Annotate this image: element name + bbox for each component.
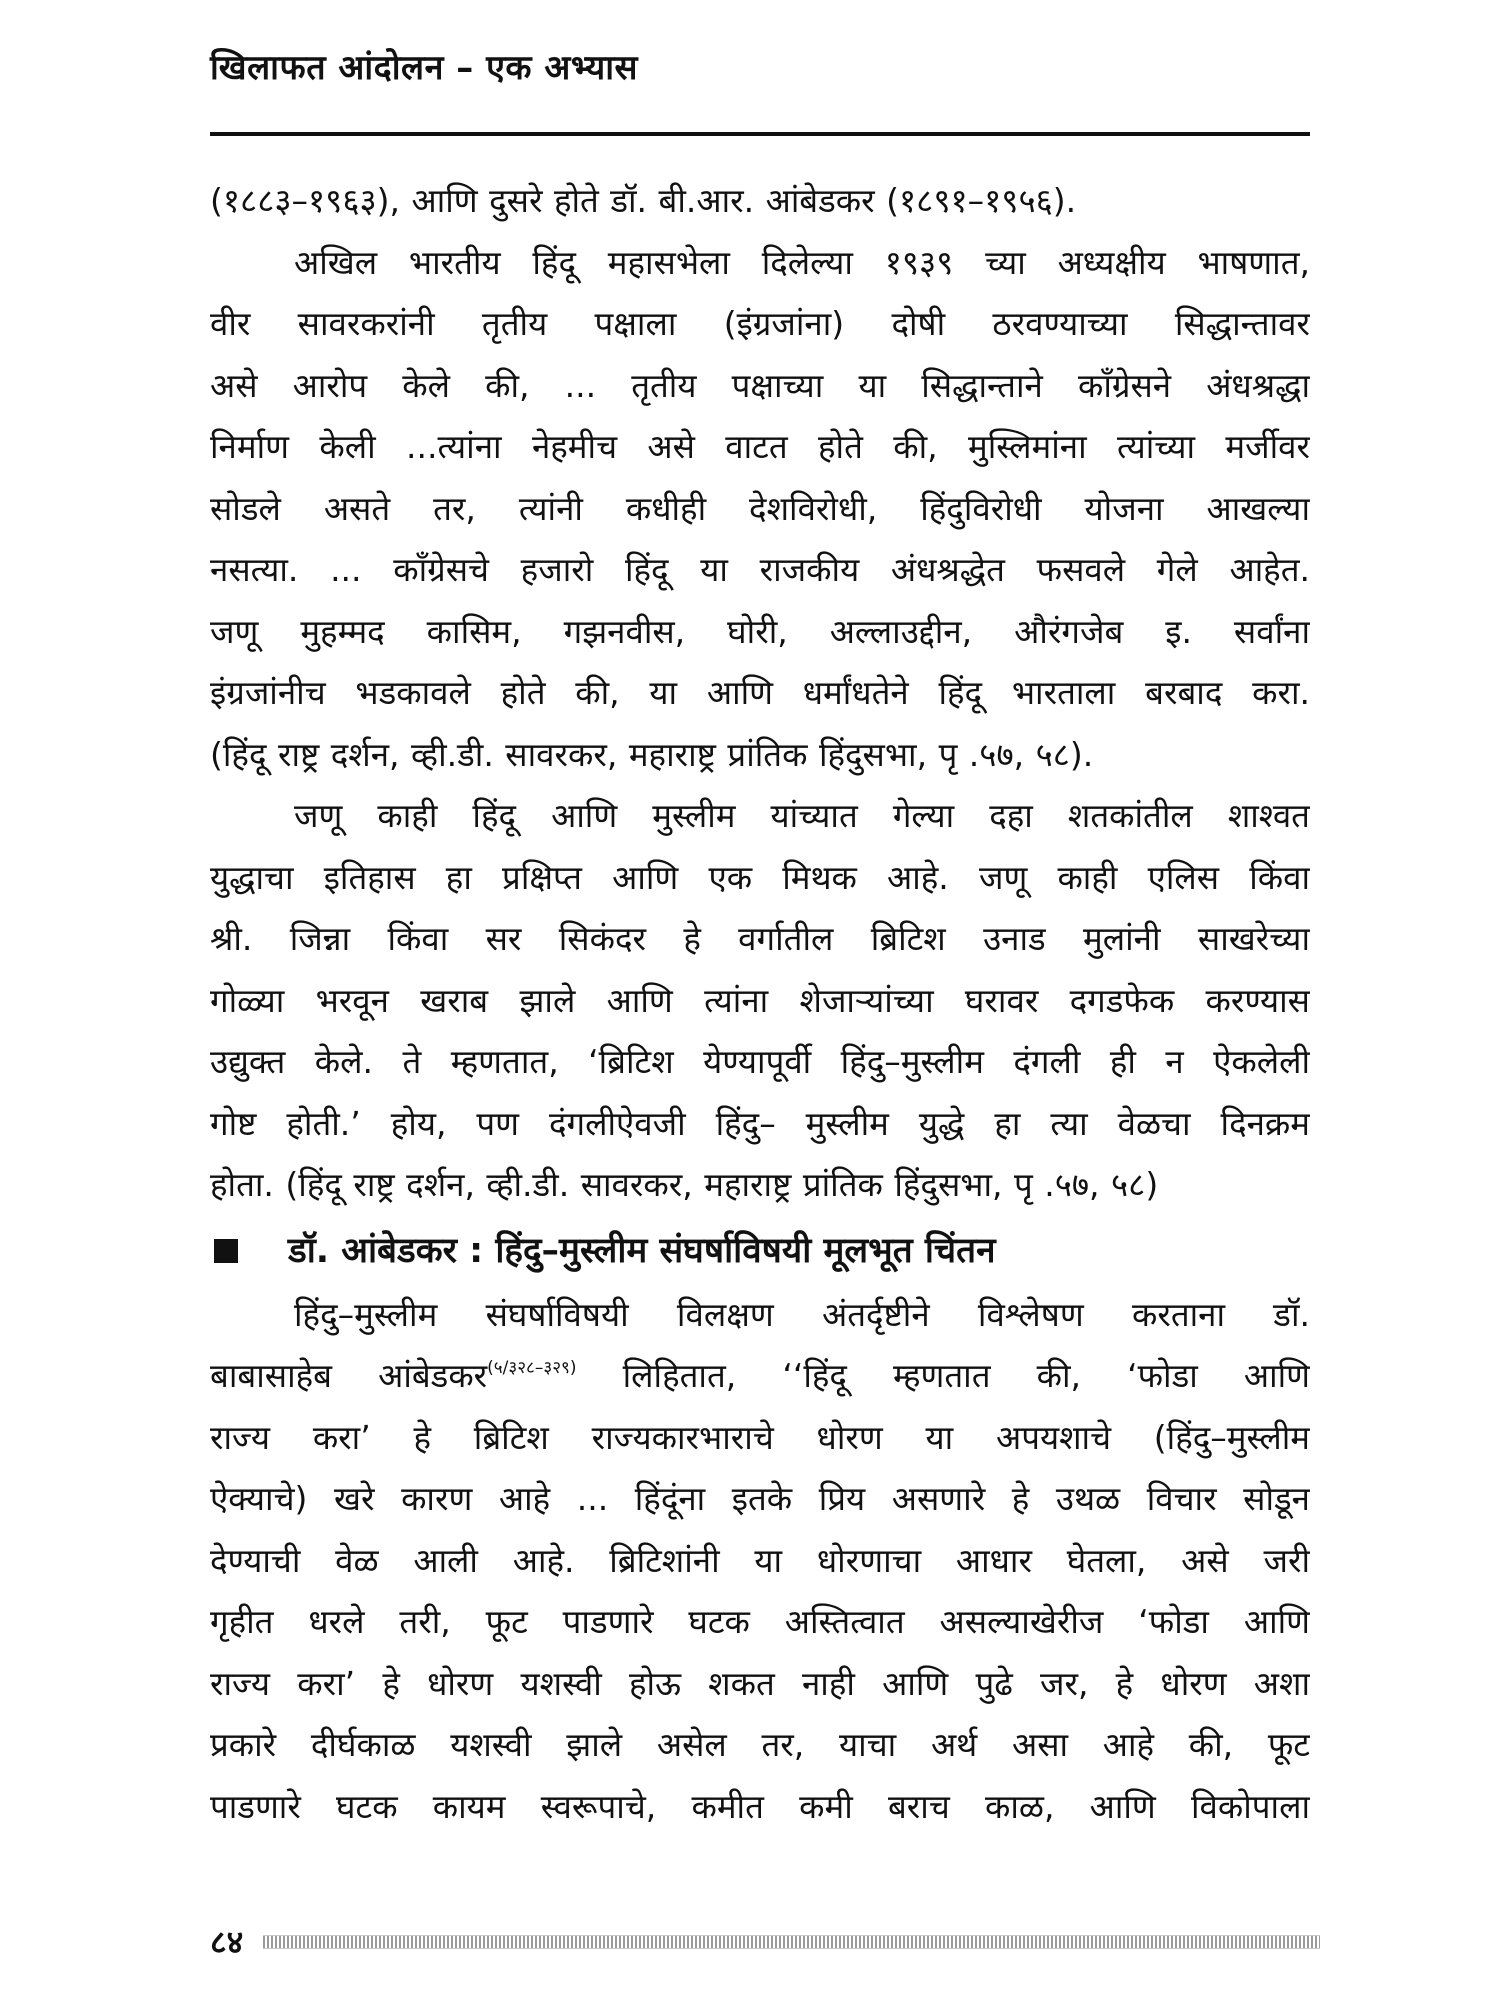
paragraph-4: [210, 1284, 1310, 1838]
text-line: जणू मुहम्मद कासिम, गझनवीस, घोरी, अल्लाउद्दीन, औरंगजेब इ. सर्वांना: [210, 611, 1310, 651]
text-line: सोडले असते तर, त्यांनी कधीही देशविरोधी, हिंदुविरोधी योजना आखल्या: [210, 488, 1310, 528]
text-line: निर्माण केली ...त्यांना नेहमीच असे वाटत होते की, मुस्लिमांना त्यांच्या मर्जीवर: [210, 427, 1310, 466]
text-line: प्रकारे दीर्घकाळ यशस्वी झाले असेल तर, याचा अर्थ असा आहे की, फूट: [210, 1725, 1310, 1764]
square-bullet-icon: [214, 1239, 238, 1263]
text-line: वीर सावरकरांनी तृतीय पक्षाला (इंग्रजांना) दोषी ठरवण्याच्या सिद्धान्तावर: [210, 304, 1310, 343]
book-page: [210, 40, 1320, 1970]
text-line: गोळ्या भरवून खराब झाले आणि त्यांना शेजाऱ्यांच्या घरावर दगडफेक करण्यास: [210, 980, 1310, 1020]
text-line: राज्य करा’ हे धोरण यशस्वी होऊ शकत नाही आणि पुढे जर, हे धोरण अशा: [210, 1663, 1310, 1703]
text-line: (हिंदू राष्ट्र दर्शन, व्ही.डी. सावरकर, महाराष्ट्र प्रांतिक हिंदुसभा, पृ .५७, ५८).: [210, 734, 1094, 774]
paragraph-3: [210, 785, 1310, 1216]
text-line: गोष्ट होती.’ होय, पण दंगलीऐवजी हिंदु– मुस्लीम युद्धे हा त्या वेळचा दिनक्रम: [210, 1103, 1310, 1143]
text-line: युद्धाचा इतिहास हा प्रक्षिप्त आणि एक मिथक आहे. जणू काही एलिस किंवा: [210, 857, 1310, 897]
paragraph-1: [210, 170, 1310, 232]
text-run: लिहितात, ‘‘हिंदू म्हणतात की, ‘फोडा आणि: [576, 1356, 1310, 1395]
reference-superscript: (५/३२८–३२९): [487, 1358, 577, 1378]
text-line: होता. (हिंदू राष्ट्र दर्शन, व्ही.डी. सावरकर, महाराष्ट्र प्रांतिक हिंदुसभा, पृ .५७, ५८): [210, 1165, 1159, 1204]
text-line: उद्युक्त केले. ते म्हणतात, ‘ब्रिटिश येण्यापूर्वी हिंदु–मुस्लीम दंगली ही न ऐकलेली: [210, 1042, 1310, 1081]
section-heading: [210, 1220, 1310, 1282]
text-line: अखिल भारतीय हिंदू महासभेला दिलेल्या १९३९ च्या अध्यक्षीय भाषणात,: [294, 242, 1310, 282]
text-line: असे आरोप केले की, ... तृतीय पक्षाच्या या सिद्धान्ताने काँग्रेसने अंधश्रद्धा: [210, 365, 1310, 405]
body-text: [210, 170, 1310, 1837]
text-line: पाडणारे घटक कायम स्वरूपाचे, कमीत कमी बराच काळ, आणि विकोपाला: [210, 1786, 1310, 1826]
text-line: हिंदु–मुस्लीम संघर्षाविषयी विलक्षण अंतर्दृष्टीने विश्लेषण करताना डॉ.: [294, 1294, 1310, 1334]
page-footer: [210, 1920, 1320, 1964]
paragraph-2: [210, 232, 1310, 786]
text-line: राज्य करा’ हे ब्रिटिश राज्यकारभाराचे धोरण या अपयशाचे (हिंदु–मुस्लीम: [210, 1417, 1310, 1457]
text-line-with-reference: [210, 1345, 1310, 1407]
header-rule: [210, 132, 1310, 136]
page-number: ८४: [210, 1923, 244, 1961]
section-heading-text: डॉ. आंबेडकर : हिंदु–मुस्लीम संघर्षाविषयी मूलभूत चिंतन: [288, 1230, 996, 1271]
text-line: देण्याची वेळ आली आहे. ब्रिटिशांनी या धोरणाचा आधार घेतला, असे जरी: [210, 1540, 1310, 1580]
text-line: (१८८३–१९६३), आणि दुसरे होते डॉ. बी.आर. आंबेडकर (१८९१–१९५६).: [210, 181, 1077, 220]
text-line: नसत्या. ... काँग्रेसचे हजारो हिंदू या राजकीय अंधश्रद्धेत फसवले गेले आहेत.: [210, 550, 1310, 589]
text-line: गृहीत धरले तरी, फूट पाडणारे घटक अस्तित्वात असल्याखेरीज ‘फोडा आणि: [210, 1602, 1310, 1641]
running-header-title: खिलाफत आंदोलन – एक अभ्यास: [210, 48, 638, 88]
text-line: इंग्रजांनीच भडकावले होते की, या आणि धर्मांधतेने हिंदू भारताला बरबाद करा.: [210, 673, 1310, 712]
text-line: श्री. जिन्ना किंवा सर सिकंदर हे वर्गातील ब्रिटिश उनाड मुलांनी साखरेच्या: [210, 919, 1310, 958]
footer-dotted-rule: [263, 1935, 1320, 1949]
text-line: जणू काही हिंदू आणि मुस्लीम यांच्यात गेल्या दहा शतकांतील शाश्वत: [294, 796, 1310, 835]
text-line: ऐक्याचे) खरे कारण आहे ... हिंदूंना इतके प्रिय असणारे हे उथळ विचार सोडून: [210, 1479, 1310, 1518]
text-run: बाबासाहेब आंबेडकर: [210, 1356, 488, 1395]
